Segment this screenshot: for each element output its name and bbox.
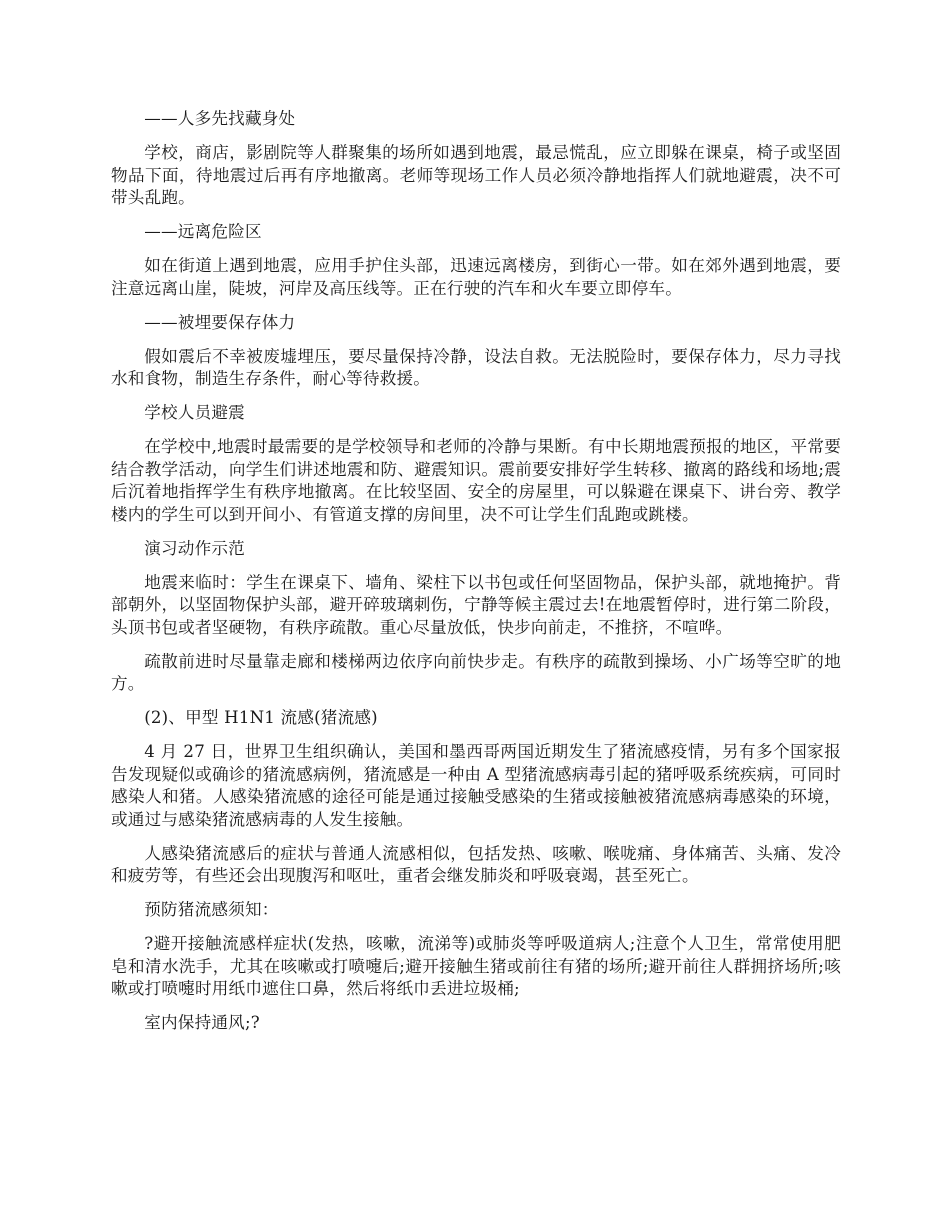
heading-trapped-strength: ——被埋要保存体力 — [144, 312, 296, 332]
paragraph-school: 在学校中,地震时最需要的是学校领导和老师的冷静与果断。有中长期地震预报的地区，平常要结合教学活动，向学生们讲述地震和防、避震知识。震前要安排好学生转移、撤离的路线和场地;震后沉着地指挥学生有秩序地撤离。在比较坚固、安全的房屋里，可以躲避在课桌下、讲台旁、教学楼内的学生可以到开间小、有管道支撑的房间里，决不可让学生们乱跑或跳楼。 — [111, 437, 841, 524]
paragraph-drill: 地震来临时：学生在课桌下、墙角、梁柱下以书包或任何坚固物品，保护头部，就地掩护。背部朝外，以坚固物保护头部，避开碎玻璃刺伤，宁静等候主震过去!在地震暂停时，进行第二阶段，头顶书包或者坚硬物，有秩序疏散。重心尽量放低，快步向前走，不推挤，不喧哗。 — [111, 572, 841, 637]
paragraph-trapped: 假如震后不幸被废墟埋压，要尽量保持冷静，设法自救。无法脱险时，要保存体力，尽力寻找水和食物，制造生存条件，耐心等待救援。 — [111, 346, 841, 388]
document-body — [111, 108, 841, 1046]
paragraph-h1n1-outbreak: 4 月 27 日，世界卫生组织确认，美国和墨西哥两国近期发生了猪流感疫情，另有多个国家报告发现疑似或确诊的猪流感病例，猪流感是一种由 A 型猪流感病毒引起的猪呼吸系统疾病，可同时感染人和猪。人感染猪流感的途径可能是通过接触受感染的生猪或接触被猪流感病毒感染的环境，或通过与感染猪流感病毒的人发生接触。 — [111, 742, 841, 829]
heading-school-personnel: 学校人员避震 — [144, 403, 245, 422]
paragraph-h1n1-symptoms: 人感染猪流感后的症状与普通人流感相似，包括发热、咳嗽、喉咙痛、身体痛苦、头痛、发冷和疲劳等，有些还会出现腹泻和呕吐，重者会继发肺炎和呼吸衰竭，甚至死亡。 — [111, 843, 841, 885]
paragraph-crowded-places: 学校，商店，影剧院等人群聚集的场所如遇到地震，最忌慌乱，应立即躲在课桌，椅子或坚固物品下面，待地震过后再有序地撤离。老师等现场工作人员必须冷静地指挥人们就地避震，决不可带头乱跑。 — [111, 143, 841, 207]
heading-prevention: 预防猪流感须知： — [144, 900, 279, 919]
heading-shelter-crowd: ——人多先找藏身处 — [144, 109, 296, 128]
paragraph-street-suburbs: 如在街道上遇到地震，应用手护住头部，迅速远离楼房，到街心一带。如在郊外遇到地震，要注意远离山崖，陡坡，河岸及高压线等。正在行驶的汽车和火车要立即停车。 — [111, 256, 841, 298]
paragraph-prevention-list: ?避开接触流感样症状(发热，咳嗽，流涕等)或肺炎等呼吸道病人;注意个人卫生，常常使用肥皂和清水洗手，尤其在咳嗽或打喷嚏后;避开接触生猪或前往有猪的场所;避开前往人群拥挤场所;咳嗽或打喷嚏时用纸巾遮住口鼻，然后将纸巾丢进垃圾桶; — [111, 934, 841, 998]
paragraph-ventilation: 室内保持通风;? — [144, 1013, 260, 1032]
paragraph-evacuation: 疏散前进时尽量靠走廊和楼梯两边依序向前快步走。有秩序的疏散到操场、小广场等空旷的地方。 — [111, 651, 841, 693]
heading-h1n1: (2)、甲型 H1N1 流感(猪流感) — [144, 708, 378, 727]
heading-away-danger: ——远离危险区 — [144, 222, 262, 241]
heading-drill-demo: 演习动作示范 — [144, 538, 245, 558]
